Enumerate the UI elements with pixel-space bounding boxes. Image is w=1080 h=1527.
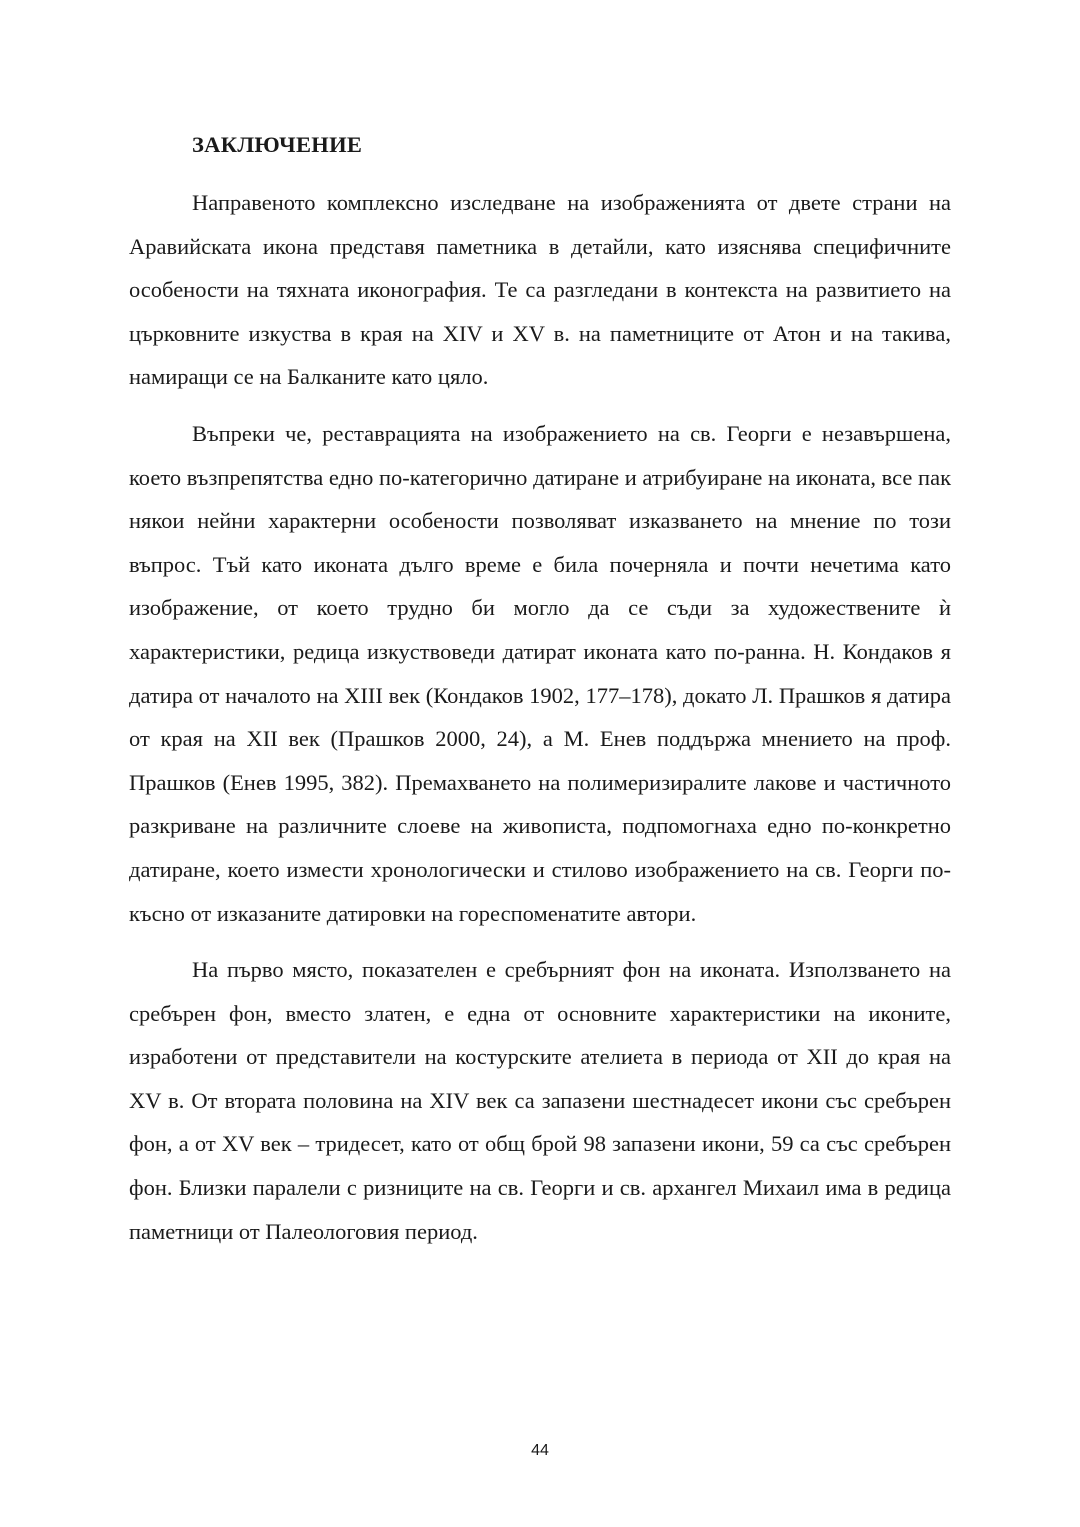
paragraph-1: Направеното комплексно изследване на изображенията от двете страни на Аравийската икона представя паметника в детайли, като изяснява специфичните особености на тяхната иконография. Те са разгледани в контекста на развитието на църковните изкуства в края на XIV и XV в. на паметниците от Атон и на такива, намиращи се на Балканите като цяло. [129,190,951,390]
paragraph-2: Въпреки че, реставрацията на изображението на св. Георги е незавършена, което възпрепятства едно по-категорично датиране и атрибуиране на иконата, все пак някои нейни характерни особености позволяват изказването на мнение по този въпрос. Тъй като иконата дълго време е била почерняла и почти нечетима като изображение, от което трудно би могло да се съди за художествените ѝ характеристики, редица изкуствоведи датират иконата като по-ранна. Н. Кондаков я датира от началото на XIII век (Кондаков 1902, 177–178), докато Л. Прашков я датира от края на XII век (Прашков 2000, 24), а М. Енев поддържа мнението на проф. Прашков (Енев 1995, 382). Премахването на полимеризиралите лакове и частичното разкриване на различните слоеве на живописта, подпомогнаха едно по-конкретно датиране, което измести хронологически и стилово изображението на св. Георги по-късно от изказаните датировки на гореспоменатите автори. [129,420,951,926]
section-heading: ЗАКЛЮЧЕНИЕ [192,132,363,157]
page-body [129,125,951,1253]
page-number: 44 [531,1442,549,1459]
paragraph-3: На първо място, показателен е сребърният фон на иконата. Използването на сребърен фон, вместо златен, е една от основните характеристики на иконите, изработени от представители на костурските ателиета в периода от XII до края на XV в. От втората половина на XIV век са запазени шестнадесет икони със сребърен фон, а от XV век – тридесет, като от общ брой 98 запазени икони, 59 са със сребърен фон. Близки паралели с ризниците на св. Георги и св. архангел Михаил има в редица паметници от Палеологовия период. [129,957,951,1244]
